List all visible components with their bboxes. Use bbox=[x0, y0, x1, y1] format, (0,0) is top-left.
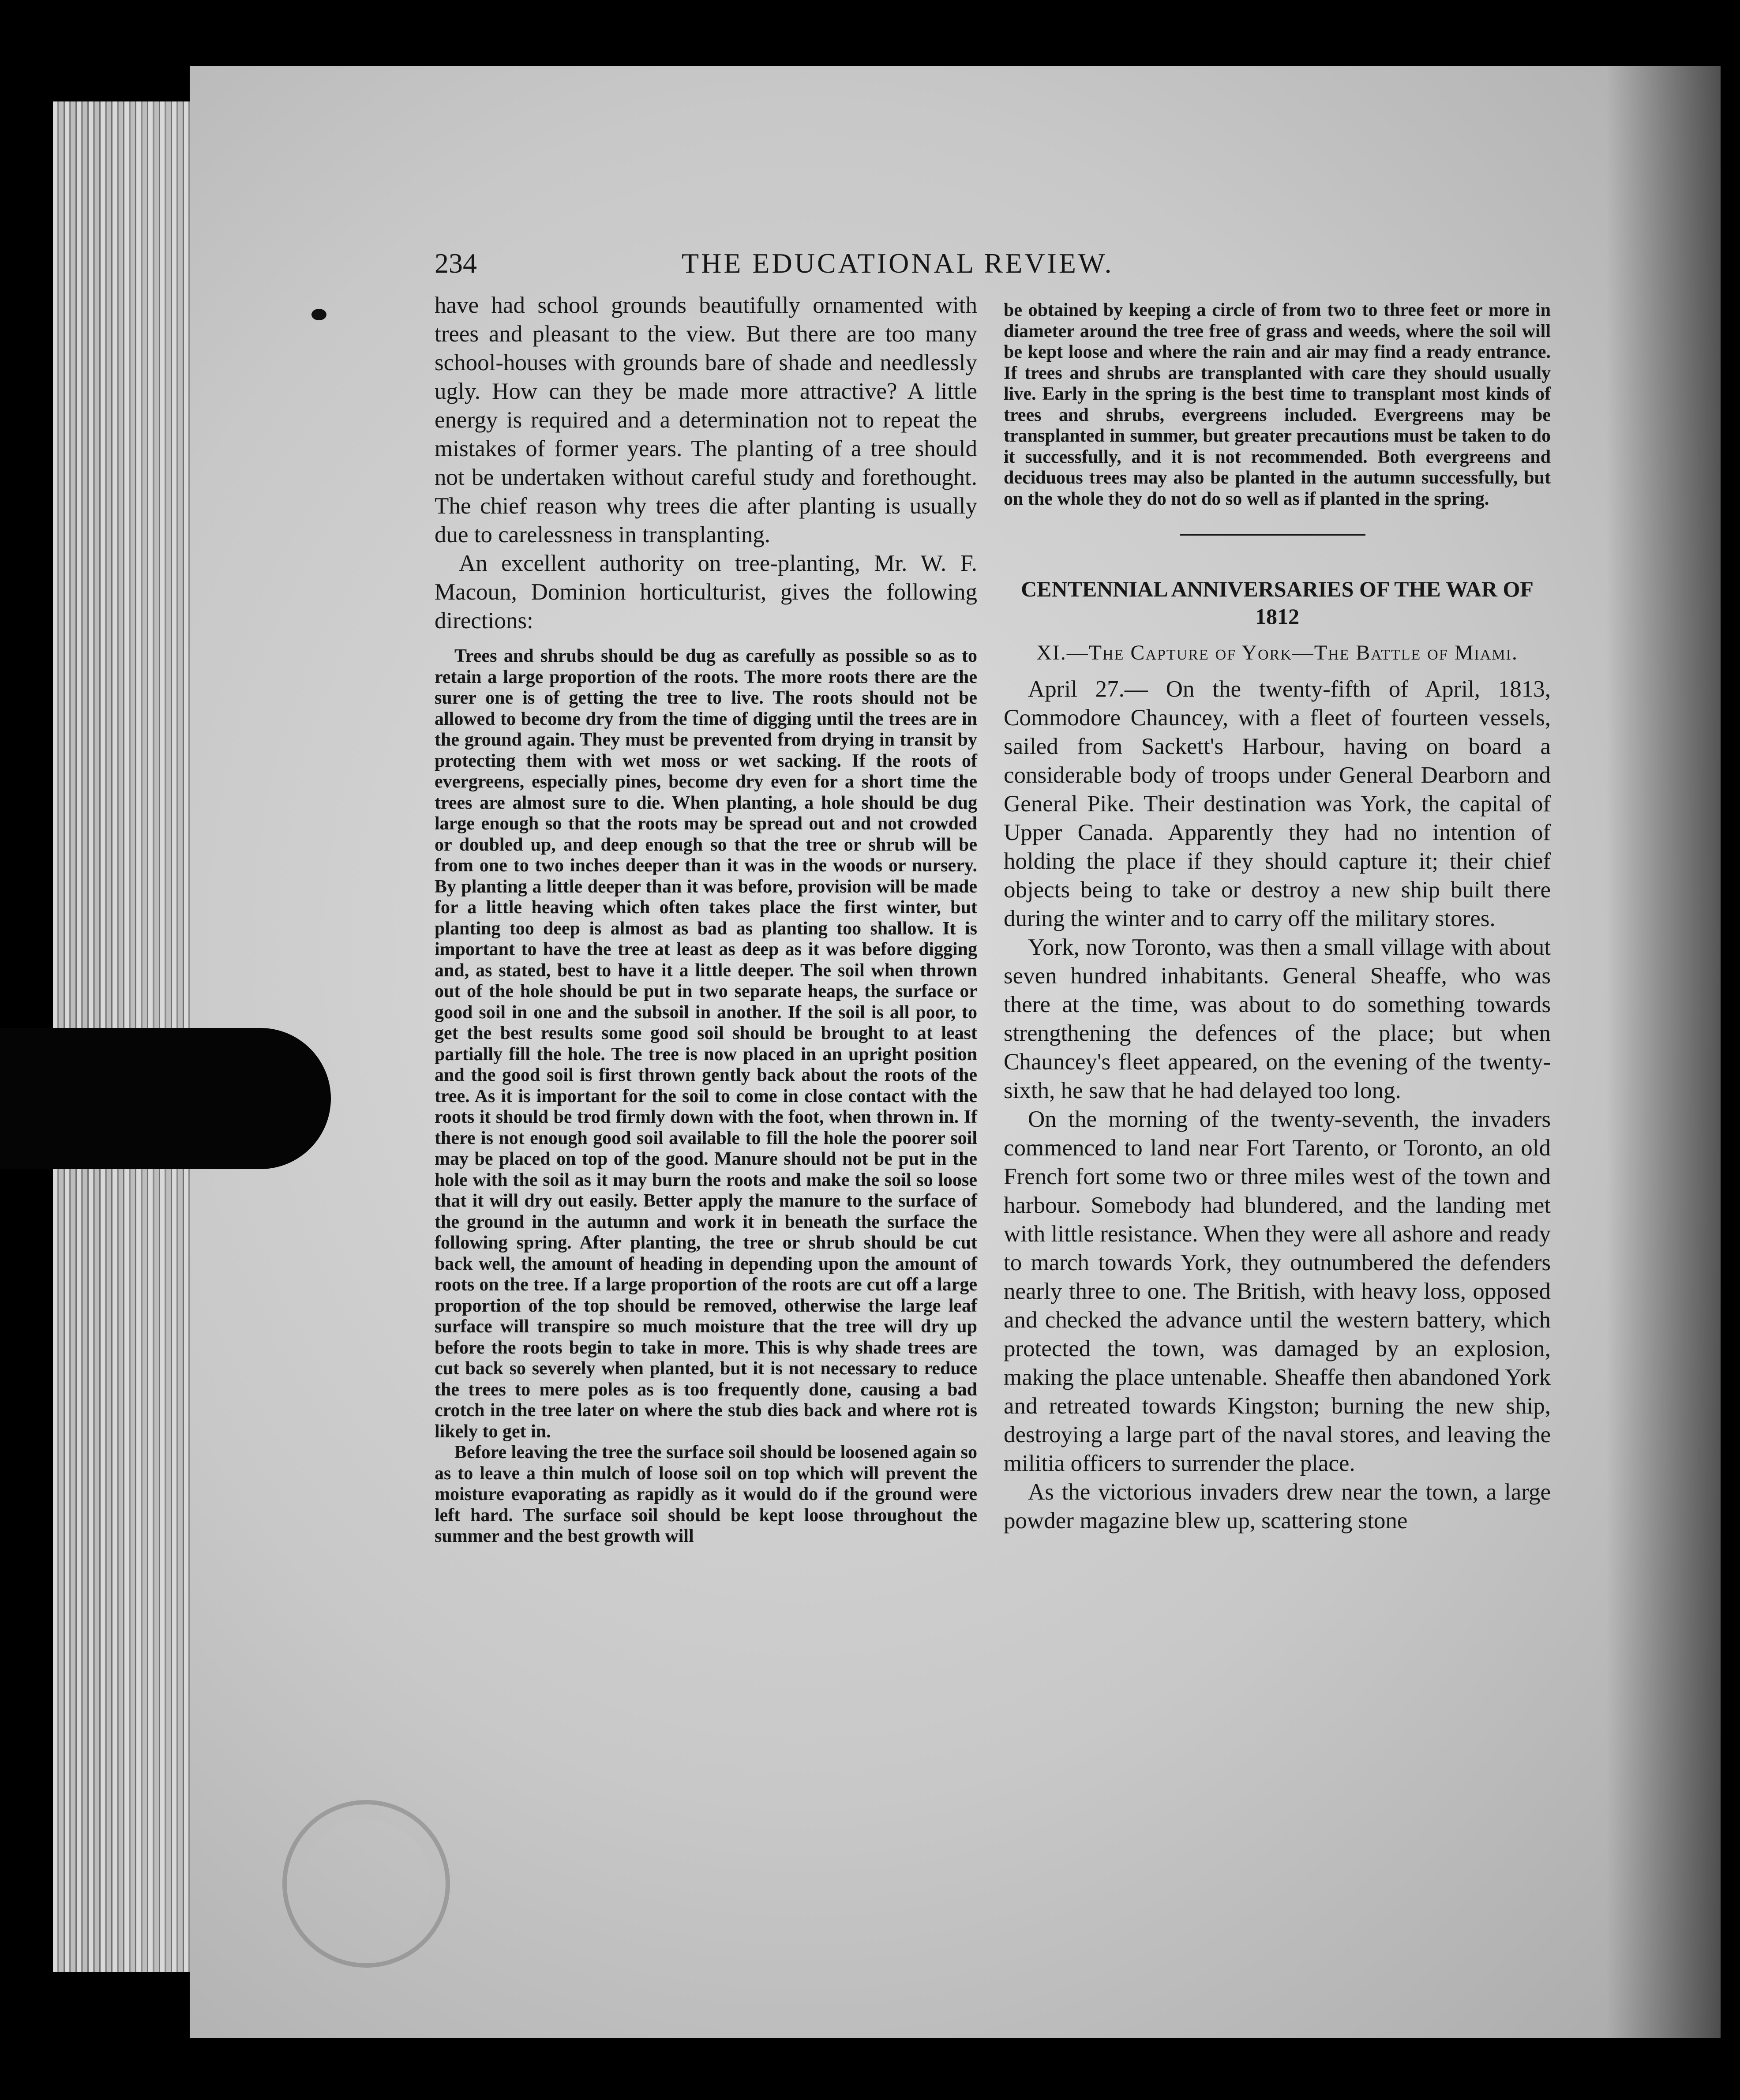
section-divider bbox=[1180, 534, 1365, 536]
body-paragraph: As the victorious invaders drew near the town, a large powder magazine blew up, scattering stone bbox=[1004, 1479, 1551, 1534]
ink-blot bbox=[311, 309, 326, 320]
quoted-directions: Before leaving the tree the surface soil should be loosened again so as to leave a thin mulch of loose soil on top which will prevent the moisture evaporating as rapidly as it would do if the ground were left hard. The surface soil should be kept loose throughout the summer and the best growth will bbox=[435, 1442, 977, 1546]
body-paragraph: An excellent authority on tree-planting, Mr. W. F. Macoun, Dominion horticulturist, gives the following directions: bbox=[435, 551, 977, 634]
body-paragraph: April 27.— On the twenty-fifth of April, 1813, Commodore Chauncey, with a fleet of fourteen vessels, sailed from Sackett's Harbour, having on board a considerable body of troops under General Dearborn and General Pike. Their destination was York, the capital of Upper Canada. Apparently they had no intention of holding the place if they should capture it; their chief objects being to take or destroy a new ship built there during the winter and to carry off the military stores. bbox=[1004, 676, 1551, 931]
library-stamp bbox=[282, 1800, 450, 1968]
body-paragraph: have had school grounds beautifully ornamented with trees and pleasant to the view. But there are too many school-houses with grounds bare of shade and needlessly ugly. How can they be made more attractive? A little energy is required and a determination not to repeat the mistakes of former years. The planting of a tree should not be undertaken without careful study and forethought. The chief reason why trees die after planting is usually due to carelessness in transplanting. bbox=[435, 292, 977, 548]
page-header bbox=[435, 238, 1546, 287]
article-title: CENTENNIAL ANNIVERSARIES OF THE WAR OF 1812 bbox=[1021, 577, 1534, 629]
quoted-directions-continued: be obtained by keeping a circle of from two to three feet or more in diameter around the tree free of grass and weeds, where the soil will be kept loose and where the rain and air may find a ready entrance. If trees and shrubs are transplanted with care they should usually live. Early in the spring is the best time to transplant most kinds of trees and shrubs, evergreens included. Evergreens may be transplanted in summer, but greater precautions must be taken to do it successfully, and it is not recommended. Both evergreens and deciduous trees may also be planted in the autumn successfully, but on the whole they do not do so well as if planted in the spring. bbox=[1004, 300, 1551, 509]
running-title: THE EDUCATIONAL REVIEW. bbox=[682, 248, 1114, 279]
left-column bbox=[435, 291, 977, 1547]
body-paragraph: On the morning of the twenty-seventh, the invaders commenced to land near Fort Tarento, or Toronto, an old French fort some two or three miles west of the town and harbour. Somebody had blundered, and the landing met with little resistance. When they were all ashore and ready to march towards York, they outnumbered the defenders nearly three to one. The British, with heavy loss, opposed and checked the advance until the western battery, which protected the town, was damaged by an explosion, making the place untenable. Sheaffe then abandoned York and retreated towards Kingston; burning the new ship, destroying a large part of the naval stores, and leaving the militia officers to surrender the place. bbox=[1004, 1106, 1551, 1476]
body-paragraph: York, now Toronto, was then a small village with about seven hundred inhabitants. General Sheaffe, who was there at the time, was about to do something towards strengthening the defences of the place; but when Chauncey's fleet appeared, on the evening of the twenty-sixth, he saw that he had delayed too long. bbox=[1004, 934, 1551, 1103]
quoted-directions: Trees and shrubs should be dug as carefully as possible so as to retain a large proportion of the roots. The more roots there are the surer one is of getting the tree to live. The roots should not be allowed to become dry from the time of digging until the trees are in the ground again. They must be prevented from drying in transit by protecting them with wet moss or wet sacking. If the roots of evergreens, especially pines, become dry even for a short time the trees are almost sure to die. When planting, a hole should be dug large enough so that the roots may be spread out and not crowded or doubled up, and deep enough so that the tree or shrub will be from one to two inches deeper than it was in the woods or nursery. By planting a little deeper than it was before, provision will be made for a little heaving which often takes place the first winter, but planting too deep is almost as bad as planting too shallow. It is important to have the tree at least as deep as it was before digging and, as stated, best to have it a little deeper. The soil when thrown out of the hole should be put in two separate heaps, the surface or good soil in one and the subsoil in another. If the soil is all poor, to get the best results some good soil should be brought to at least partially fill the hole. The tree is now placed in an upright position and the good soil is first thrown gently back about the roots of the tree. As it is important for the soil to come in close contact with the roots it should be trod firmly down with the foot, when thrown in. If there is not enough good soil available to fill the hole the poorer soil may be placed on top of the good. Manure should not be put in the hole with the soil as it may burn the roots and make the soil so loose that it will dry out easily. Better apply the manure to the surface of the ground in the autumn and work it in beneath the surface the following spring. After planting, the tree or shrub should be cut back well, the amount of heading in depending upon the amount of roots on the tree. If a large proportion of the roots are cut off a large proportion of the top should be removed, otherwise the large leaf surface will transpire so much moisture that the tree will dry up before the roots begin to take in more. This is why shade trees are cut back so severely when planted, but it is not necessary to reduce the trees to mere poles as is too frequently done, causing a bad crotch in the tree later on where the stub dies back and where rot is likely to get in. bbox=[435, 646, 977, 1442]
right-column bbox=[1004, 300, 1551, 1535]
page-number: 234 bbox=[435, 248, 477, 279]
gutter-shadow bbox=[1606, 66, 1721, 2038]
article-subtitle: XI.—The Capture of York—The Battle of Miami. bbox=[1036, 641, 1518, 664]
thumb-shadow bbox=[0, 1028, 331, 1169]
